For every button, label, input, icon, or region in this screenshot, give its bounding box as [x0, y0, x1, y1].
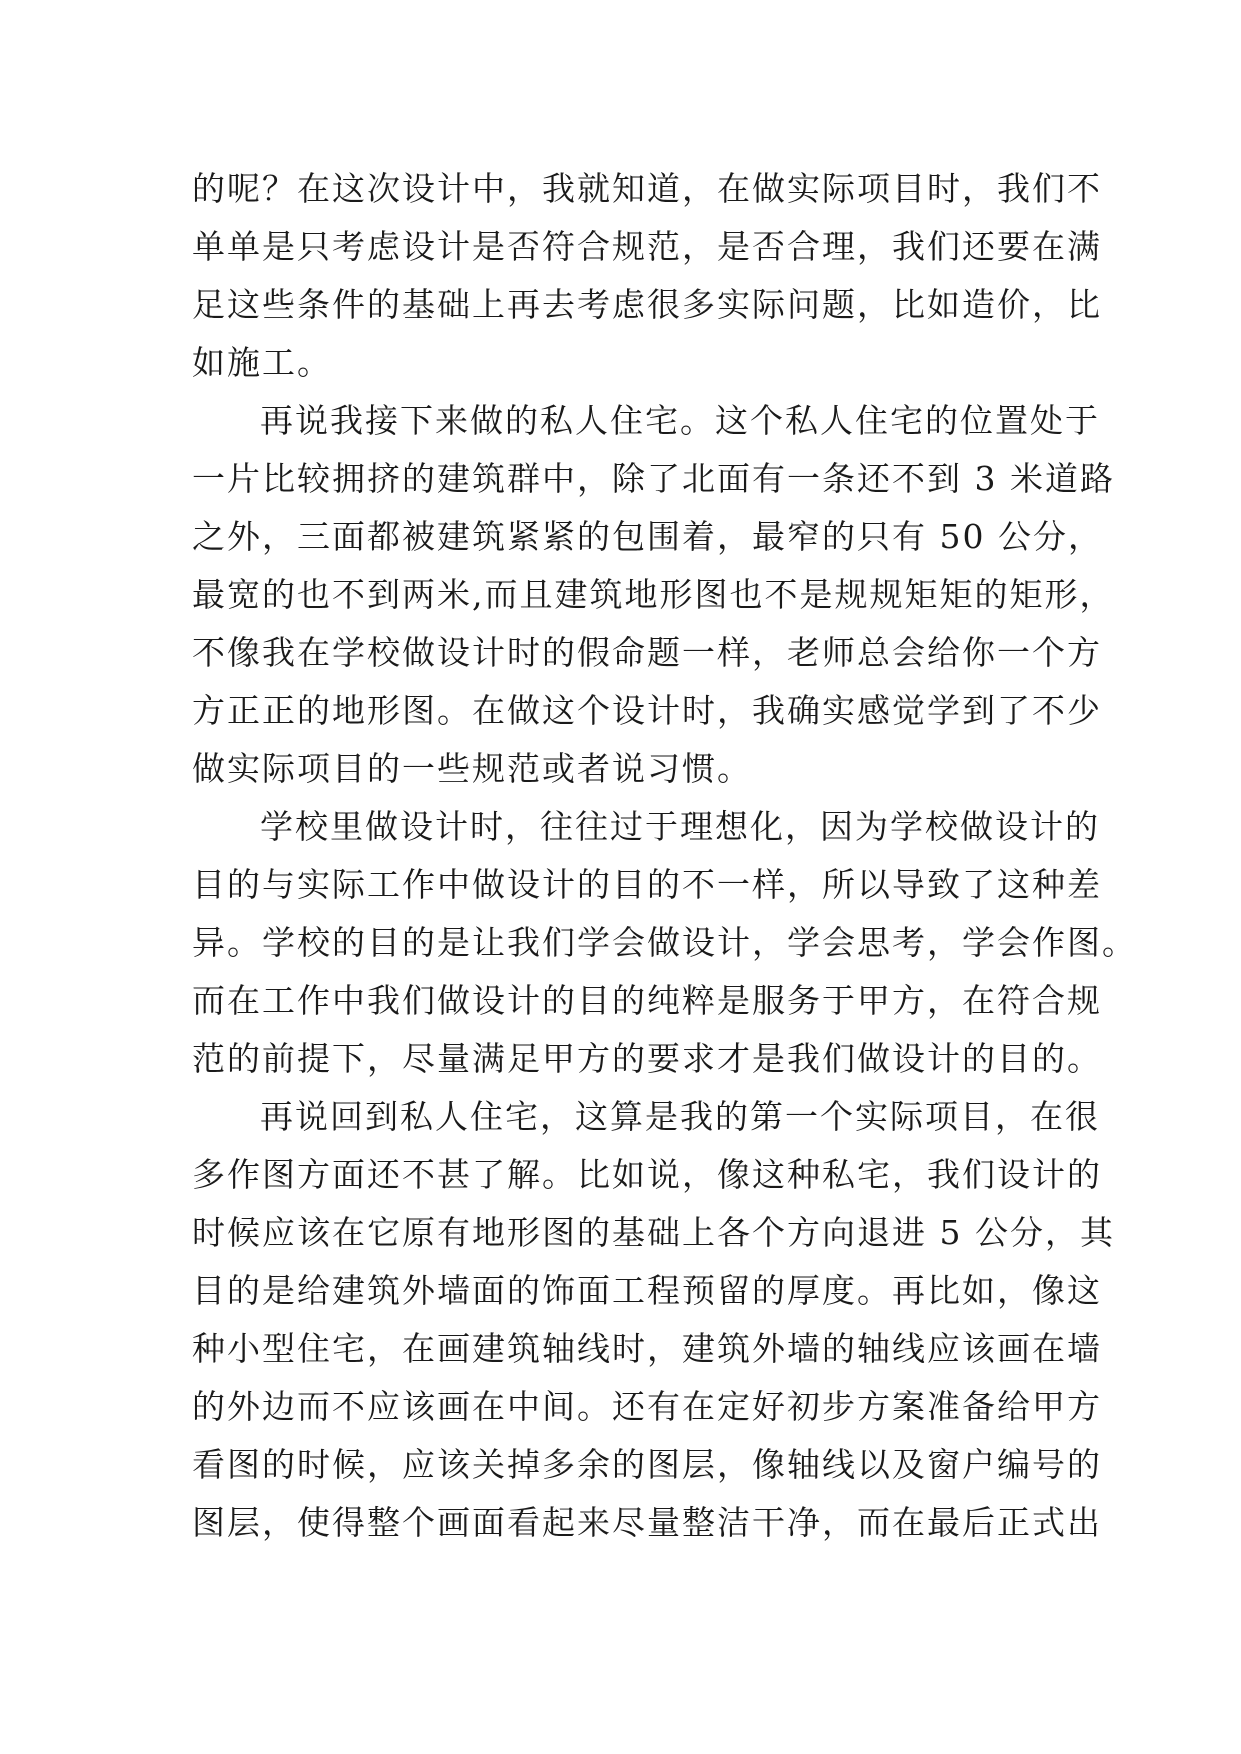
paragraph-first-line: 再说我接下来做的私人住宅。这个私人住宅的位置处于	[260, 401, 1100, 440]
text-line: 如施工。	[192, 343, 332, 382]
paragraph-first-line: 学校里做设计时，往往过于理想化，因为学校做设计的	[260, 807, 1100, 846]
text-line: 做实际项目的一些规范或者说习惯。	[192, 749, 752, 788]
text-line: 的呢？在这次设计中，我就知道，在做实际项目时，我们不	[192, 169, 1102, 208]
text-line: 的外边而不应该画在中间。还有在定好初步方案准备给甲方	[192, 1387, 1102, 1426]
text-line: 图层，使得整个画面看起来尽量整洁干净，而在最后正式出	[192, 1503, 1102, 1542]
text-line: 足这些条件的基础上再去考虑很多实际问题，比如造价，比	[192, 285, 1102, 324]
paragraph-first-line: 再说回到私人住宅，这算是我的第一个实际项目，在很	[260, 1097, 1100, 1136]
text-line: 范的前提下，尽量满足甲方的要求才是我们做设计的目的。	[192, 1039, 1102, 1078]
text-line: 种小型住宅，在画建筑轴线时，建筑外墙的轴线应该画在墙	[192, 1329, 1102, 1368]
body-text	[192, 160, 1137, 1552]
text-line: 不像我在学校做设计时的假命题一样，老师总会给你一个方	[192, 633, 1102, 672]
text-line: 而在工作中我们做设计的目的纯粹是服务于甲方，在符合规	[192, 981, 1102, 1020]
text-line: 目的与实际工作中做设计的目的不一样，所以导致了这种差	[192, 865, 1102, 904]
text-line: 看图的时候，应该关掉多余的图层，像轴线以及窗户编号的	[192, 1445, 1102, 1484]
text-line: 最宽的也不到两米,而且建筑地形图也不是规规矩矩的矩形，	[192, 575, 1115, 614]
text-line: 方正正的地形图。在做这个设计时，我确实感觉学到了不少	[192, 691, 1102, 730]
text-line: 时候应该在它原有地形图的基础上各个方向退进 5 公分，其	[192, 1213, 1115, 1252]
text-line: 一片比较拥挤的建筑群中，除了北面有一条还不到 3 米道路	[192, 459, 1115, 498]
text-line: 之外，三面都被建筑紧紧的包围着，最窄的只有 50 公分，	[192, 517, 1103, 556]
text-line: 多作图方面还不甚了解。比如说，像这种私宅，我们设计的	[192, 1155, 1102, 1194]
text-line: 目的是给建筑外墙面的饰面工程预留的厚度。再比如，像这	[192, 1271, 1102, 1310]
text-line: 异。学校的目的是让我们学会做设计，学会思考，学会作图。	[192, 923, 1137, 962]
text-line: 单单是只考虑设计是否符合规范，是否合理，我们还要在满	[192, 227, 1102, 266]
